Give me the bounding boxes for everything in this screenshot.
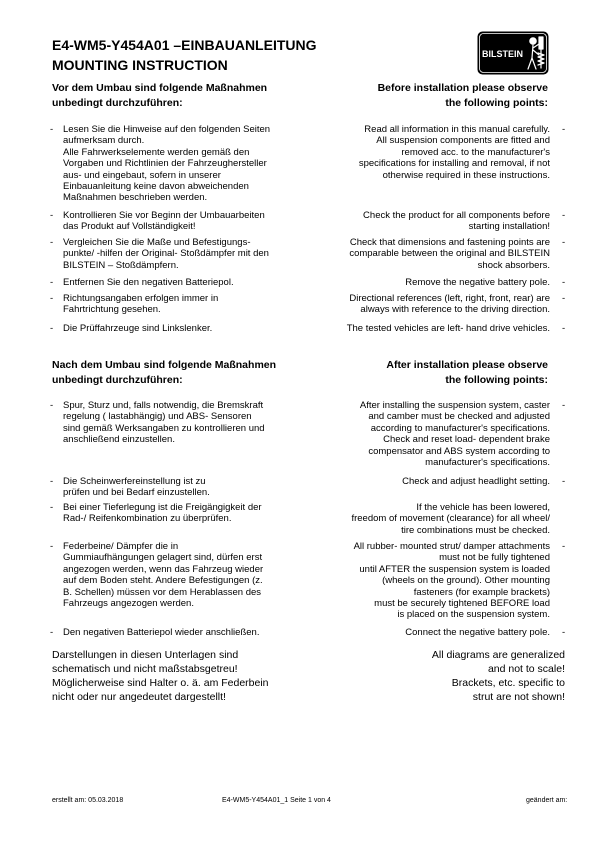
item-text-de: Spur, Sturz und, falls notwendig, die Bremskraft regelung ( lastabhängig) und ABS- Sensoren sind gemäß Werksangaben zu kontrollieren und anschließend einzustellen. xyxy=(63,400,265,446)
closing-text-de: Darstellungen in diesen Unterlagen sind schematisch und nicht maßstabsgetreu! Möglicherweise sind Halter o. ä. am Federbein nicht oder nur angedeutet dargestellt! xyxy=(52,649,269,703)
section-heading-de: Nach dem Umbau sind folgende Maßnahmen unbedingt durchzuführen: xyxy=(52,359,277,386)
figure-head xyxy=(530,38,536,44)
item-text-en: Check the product for all components before starting installation! xyxy=(363,210,550,233)
item-text-de: Kontrollieren Sie vor Beginn der Umbauarbeiten das Produkt auf Vollständigkeit! xyxy=(63,210,265,233)
list-marker: - xyxy=(562,237,566,248)
item-text-de: Entfernen Sie den negativen Batteriepol. xyxy=(63,277,234,288)
item-text-de: Federbeine/ Dämpfer die in Gummiaufhängungen gelagert sind, dürfen erst angezogen werden, wenn das Fahrzeug wieder auf dem Boden steht. Andere Befestigungen (z. B. Schellen) müssen vor dem Herablassen des Fahrzeugs angezogen werden. xyxy=(63,541,264,610)
item-text-de: Richtungsangaben erfolgen immer in Fahrtrichtung gesehen. xyxy=(63,293,219,316)
item-text-en: Connect the negative battery pole. xyxy=(405,627,550,638)
list-marker: - xyxy=(50,627,54,638)
list-marker: - xyxy=(562,293,566,304)
logo-text: BILSTEIN xyxy=(482,49,524,59)
item-text-de: Lesen Sie die Hinweise auf den folgenden Seiten aufmerksam durch. Alle Fahrwerkselemente werden gemäß den Vorgaben und Richtlinien der Fahrzeughersteller aus- und eingebaut, sofern in unserer Einbauanleitung keine davon abweichenden Maßnahmen beschrieben werden. xyxy=(63,124,271,204)
list-marker: - xyxy=(50,277,54,288)
item-text-en: Read all information in this manual carefully. All suspension components are fitted and removed acc. to the manufacturer's specifications for installing and removal, if not otherwise required in these instructions. xyxy=(358,124,550,181)
item-text-en: Check that dimensions and fastening points are comparable between the original and BILSTEIN shock absorbers. xyxy=(349,237,550,271)
item-text-en: Check and adjust headlight setting. xyxy=(402,476,550,487)
list-marker: - xyxy=(562,627,566,638)
footer-page-number: E4-WM5-Y454A01_1 Seite 1 von 4 xyxy=(222,797,331,804)
list-marker: - xyxy=(50,541,54,552)
item-text-de: Bei einer Tieferlegung ist die Freigängigkeit der Rad-/ Reifenkombination zu überprüfen. xyxy=(63,502,262,525)
list-marker: - xyxy=(562,277,566,288)
list-marker: - xyxy=(562,476,566,487)
list-marker: - xyxy=(50,502,54,513)
section-heading-de: Vor dem Umbau sind folgende Maßnahmen unbedingt durchzuführen: xyxy=(52,82,268,109)
list-marker: - xyxy=(50,323,54,334)
list-marker: - xyxy=(562,124,566,135)
section-heading-en: Before installation please observe the following points: xyxy=(377,82,548,109)
list-marker: - xyxy=(50,210,54,221)
section-heading-en: After installation please observe the following points: xyxy=(386,359,548,386)
list-marker: - xyxy=(50,400,54,411)
title-line-en: MOUNTING INSTRUCTION xyxy=(52,57,228,73)
item-text-de: Vergleichen Sie die Maße und Befestigungs- punkte/ -hilfen der Original- Stoßdämpfer mit den BILSTEIN – Stoßdämpfern. xyxy=(63,237,269,271)
item-text-en: All rubber- mounted strut/ damper attachments must not be fully tightened until AFTER the suspension system is loaded (wheels on the ground). Other mounting fasteners (for example brackets) must be securely tightened BEFORE load is placed on the suspension system. xyxy=(353,541,550,621)
footer-created-date: erstellt am: 05.03.2018 xyxy=(52,797,124,804)
item-text-en: Remove the negative battery pole. xyxy=(405,277,550,288)
list-marker: - xyxy=(50,293,54,304)
footer-changed-date: geändert am: xyxy=(526,797,568,804)
damper-body xyxy=(539,37,543,49)
list-marker: - xyxy=(562,541,566,552)
item-text-de: Die Scheinwerfereinstellung ist zu prüfen und bei Bedarf einzustellen. xyxy=(63,476,210,499)
title-line-de: E4-WM5-Y454A01 –EINBAUANLEITUNG xyxy=(52,37,317,53)
item-text-en: If the vehicle has been lowered, freedom of movement (clearance) for all wheel/ tire combinations must be checked. xyxy=(351,502,550,536)
list-marker: - xyxy=(50,237,54,248)
list-marker: - xyxy=(562,323,566,334)
item-text-en: The tested vehicles are left- hand drive vehicles. xyxy=(346,323,550,334)
bilstein-logo xyxy=(477,31,549,75)
closing-text-en: All diagrams are generalized and not to scale! Brackets, etc. specific to strut are not shown! xyxy=(431,649,565,703)
list-marker: - xyxy=(50,476,54,487)
item-text-de: Den negativen Batteriepol wieder anschließen. xyxy=(63,627,260,638)
item-text-en: After installing the suspension system, caster and camber must be checked and adjusted according to manufacturer's specifications. Check and reset load- dependent brake compensator and ABS system according to manufacturer's specifications. xyxy=(359,400,550,469)
item-text-de: Die Prüffahrzeuge sind Linkslenker. xyxy=(63,323,213,334)
document-title xyxy=(52,35,317,75)
item-text-en: Directional references (left, right, front, rear) are always with reference to the driving direction. xyxy=(349,293,550,316)
list-marker: - xyxy=(50,124,54,135)
list-marker: - xyxy=(562,210,566,221)
list-marker: - xyxy=(562,400,566,411)
